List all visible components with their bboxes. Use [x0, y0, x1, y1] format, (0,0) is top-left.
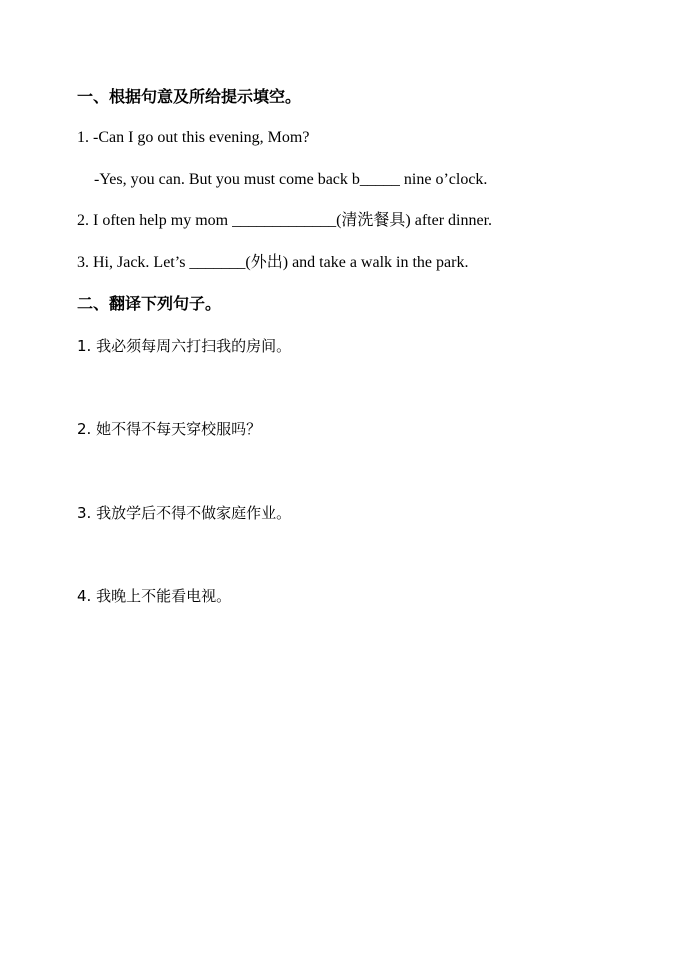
section2-title: 二、翻译下列句子。 [77, 294, 222, 313]
question-3: 3. Hi, Jack. Let’s _______(外出) and take a walk in the park. [77, 254, 469, 271]
question-1-line-1: 1. -Can I go out this evening, Mom? [77, 129, 310, 146]
question-1-line-2: -Yes, you can. But you must come back b_____ nine o’clock. [94, 171, 488, 188]
translation-item-3: 3. 我放学后不得不做家庭作业。 [77, 504, 292, 522]
question-2: 2. I often help my mom _____________(清洗餐具) after dinner. [77, 212, 493, 229]
translation-item-1: 1. 我必须每周六打扫我的房间。 [77, 337, 292, 355]
section1-title: 一、根据句意及所给提示填空。 [77, 87, 302, 106]
translation-item-4: 4. 我晚上不能看电视。 [77, 587, 232, 605]
translation-item-2: 2. 她不得不每天穿校服吗？ [77, 420, 262, 438]
